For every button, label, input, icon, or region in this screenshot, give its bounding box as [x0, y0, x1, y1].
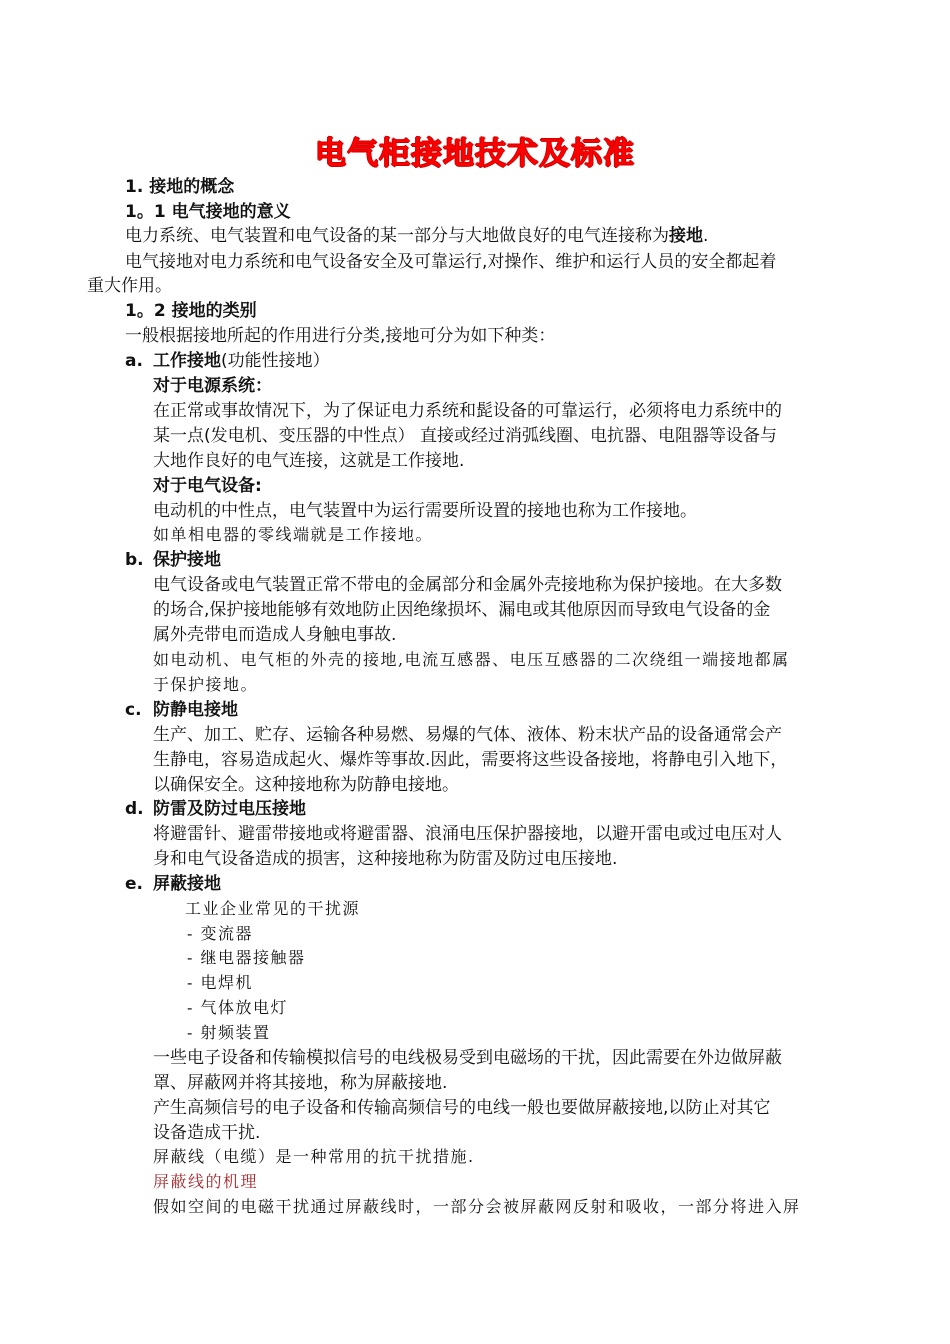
paragraph-line: 电气接地对电力系统和电气设备安全及可靠运行,对操作、维护和运行人员的安全都起着 — [125, 252, 777, 272]
bold-term: 接地 — [669, 226, 703, 246]
paragraph-line: 一些电子设备和传输模拟信号的电线极易受到电磁场的干扰，因此需要在外边做屏蔽 — [153, 1048, 782, 1068]
list-item: - 继电器接触器 — [187, 948, 306, 967]
list-item: - 气体放电灯 — [187, 998, 288, 1017]
sub-heading: 对于电气设备: — [153, 476, 262, 496]
paragraph-line: 身和电气设备造成的损害，这种接地称为防雷及防过电压接地. — [153, 849, 618, 869]
paragraph-line: 电动机的中性点，电气装置中为运行需要所设置的接地也称为工作接地。 — [153, 501, 697, 521]
example-line: 如电动机、电气柜的外壳的接地,电流互感器、电压互感器的二次绕组一端接地都属 — [153, 650, 790, 669]
paragraph-line: 生静电，容易造成起火、爆炸等事故.因此，需要将这些设备接地，将静电引入地下， — [153, 750, 788, 770]
paragraph-line: 大地作良好的电气连接，这就是工作接地. — [153, 451, 465, 471]
paragraph-line: 一般根据接地所起的作用进行分类,接地可分为如下种类： — [125, 326, 556, 346]
paragraph-line: 生产、加工、贮存、运输各种易燃、易爆的气体、液体、粉末状产品的设备通常会产 — [153, 725, 782, 745]
paragraph-line: 罩、屏蔽网并将其接地，称为屏蔽接地. — [153, 1073, 448, 1093]
paragraph-line: 电气设备或电气装置正常不带电的金属部分和金属外壳接地称为保护接地。在大多数 — [153, 575, 782, 595]
list-marker: b. — [125, 550, 144, 570]
list-marker: a. — [125, 351, 143, 371]
sub-heading: 对于电源系统： — [153, 376, 272, 396]
list-item: - 变流器 — [187, 924, 253, 943]
list-heading-bold: 工作接地 — [153, 351, 221, 371]
example-line: 于保护接地。 — [153, 675, 259, 694]
list-heading: 防静电接地 — [153, 700, 238, 720]
list-heading — [153, 349, 330, 373]
page-title: 电气柜接地技术及标准 — [315, 136, 635, 172]
mechanism-title: 屏蔽线的机理 — [153, 1172, 259, 1191]
paragraph-line: 以确保安全。这种接地称为防静电接地。 — [153, 775, 459, 795]
paragraph-line: 屏蔽线（电缆）是一种常用的抗干扰措施. — [153, 1147, 475, 1166]
list-marker: d. — [125, 799, 144, 819]
paragraph-line: 重大作用。 — [87, 276, 172, 296]
subsection-heading: 1。1 电气接地的意义 — [125, 202, 291, 222]
list-item: - 电焊机 — [187, 973, 253, 992]
paragraph-line: 在正常或事故情况下，为了保证电力系统和髭设备的可靠运行，必须将电力系统中的 — [153, 401, 782, 421]
paragraph-line: 假如空间的电磁干扰通过屏蔽线时，一部分会被屏蔽网反射和吸收，一部分将进入屏 — [153, 1197, 801, 1216]
example-line: 如单相电器的零线端就是工作接地。 — [153, 525, 434, 544]
subsection-heading: 1。2 接地的类别 — [125, 301, 257, 321]
list-heading-rest: (功能性接地） — [221, 351, 330, 371]
list-marker: e. — [125, 874, 143, 894]
list-marker: c. — [125, 700, 142, 720]
paragraph-line: 设备造成干扰. — [153, 1123, 261, 1143]
list-heading: 防雷及防过电压接地 — [153, 799, 306, 819]
paragraph-line: 的场合,保护接地能够有效地防止因绝缘损坏、漏电或其他原因而导致电气设备的金 — [153, 600, 771, 620]
paragraph-line — [125, 224, 708, 248]
paragraph-line: 某一点(发电机、变压器的中性点） 直接或经过消弧线圈、电抗器、电阻器等设备与 — [153, 426, 778, 446]
sources-title: 工业企业常见的干扰源 — [185, 899, 361, 918]
paragraph-line: 将避雷针、避雷带接地或将避雷器、浪涌电压保护器接地，以避开雷电或过电压对人 — [153, 824, 782, 844]
paragraph-line: 产生高频信号的电子设备和传输高频信号的电线一般也要做屏蔽接地,以防止对其它 — [153, 1098, 771, 1118]
list-heading: 保护接地 — [153, 550, 221, 570]
paragraph-text: 电力系统、电气装置和电气设备的某一部分与大地做良好的电气连接称为 — [125, 226, 669, 246]
section-heading: 1. 接地的概念 — [125, 177, 235, 197]
list-heading: 屏蔽接地 — [153, 874, 221, 894]
list-item: - 射频装置 — [187, 1023, 271, 1042]
paragraph-line: 属外壳带电而造成人身触电事故. — [153, 625, 397, 645]
paragraph-text: . — [703, 226, 709, 246]
